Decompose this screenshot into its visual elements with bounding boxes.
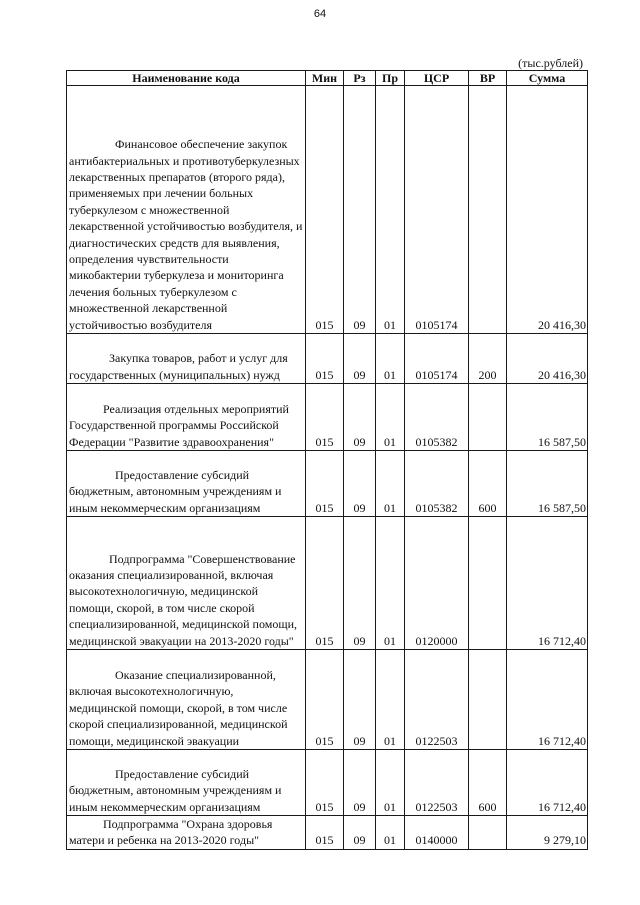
cell-pr: 01 (376, 86, 405, 334)
cell-sum: 16 587,50 (507, 384, 588, 451)
cell-csr: 0105174 (405, 334, 469, 384)
header-vr: ВР (469, 71, 507, 86)
cell-csr: 0122503 (405, 750, 469, 816)
cell-name: Предоставление субсидий бюджетным, автономным учреждениям и иным некоммерческим организациям (67, 750, 306, 816)
cell-vr (469, 816, 507, 850)
cell-rz: 09 (344, 517, 376, 650)
cell-csr: 0105174 (405, 86, 469, 334)
cell-sum: 20 416,30 (507, 86, 588, 334)
cell-csr: 0120000 (405, 517, 469, 650)
cell-vr (469, 517, 507, 650)
cell-pr: 01 (376, 750, 405, 816)
cell-min: 015 (306, 816, 344, 850)
budget-table (66, 70, 588, 850)
cell-vr: 600 (469, 750, 507, 816)
cell-rz: 09 (344, 750, 376, 816)
cell-name: Подпрограмма "Совершенствование оказания специализированной, включая высокотехнологичную, медицинской помощи, скорой, в том числе скорой специализированной, медицинской помощи, медицинской эвакуации на 2013-2020 годы" (67, 517, 306, 650)
cell-rz: 09 (344, 86, 376, 334)
cell-sum: 16 587,50 (507, 451, 588, 517)
cell-csr: 0105382 (405, 451, 469, 517)
cell-sum: 20 416,30 (507, 334, 588, 384)
cell-pr: 01 (376, 816, 405, 850)
cell-vr (469, 650, 507, 750)
cell-min: 015 (306, 517, 344, 650)
header-rz: Рз (344, 71, 376, 86)
cell-name: Финансовое обеспечение закупок антибактериальных и противотуберкулезных лекарственных препаратов (второго ряда), применяемых при лечении больных туберкулезом с множественной лекарственной устойчивостью возбудителя, и диагностических средств для выявления, определения чувствительности микобактерии туберкулеза и мониторинга лечения больных туберкулезом с множественной лекарственной устойчивостью возбудителя (67, 86, 306, 334)
header-sum: Сумма (507, 71, 588, 86)
cell-vr: 600 (469, 451, 507, 517)
table-row (67, 86, 588, 334)
cell-pr: 01 (376, 517, 405, 650)
cell-rz: 09 (344, 334, 376, 384)
table-row (67, 334, 588, 384)
cell-min: 015 (306, 750, 344, 816)
cell-name: Закупка товаров, работ и услуг для государственных (муниципальных) нужд (67, 334, 306, 384)
cell-csr: 0105382 (405, 384, 469, 451)
page-number: 64 (313, 8, 327, 20)
cell-sum: 9 279,10 (507, 816, 588, 850)
units-label: (тыс.рублей) (518, 56, 583, 70)
cell-name: Предоставление субсидий бюджетным, автономным учреждениям и иным некоммерческим организациям (67, 451, 306, 517)
header-name: Наименование кода (67, 71, 306, 86)
cell-rz: 09 (344, 451, 376, 517)
cell-pr: 01 (376, 451, 405, 517)
cell-name: Подпрограмма "Охрана здоровья матери и ребенка на 2013-2020 годы" (67, 816, 306, 850)
cell-rz: 09 (344, 816, 376, 850)
cell-min: 015 (306, 451, 344, 517)
cell-pr: 01 (376, 650, 405, 750)
table-row (67, 451, 588, 517)
table-row (67, 384, 588, 451)
header-csr: ЦСР (405, 71, 469, 86)
table-row (67, 650, 588, 750)
cell-vr (469, 384, 507, 451)
table-row (67, 750, 588, 816)
cell-min: 015 (306, 384, 344, 451)
cell-name: Реализация отдельных мероприятий Государственной программы Российской Федерации "Развитие здравоохранения" (67, 384, 306, 451)
table-row (67, 517, 588, 650)
cell-rz: 09 (344, 650, 376, 750)
cell-vr: 200 (469, 334, 507, 384)
cell-pr: 01 (376, 334, 405, 384)
header-pr: Пр (376, 71, 405, 86)
cell-sum: 16 712,40 (507, 650, 588, 750)
cell-min: 015 (306, 650, 344, 750)
cell-pr: 01 (376, 384, 405, 451)
cell-csr: 0122503 (405, 650, 469, 750)
cell-min: 015 (306, 86, 344, 334)
cell-sum: 16 712,40 (507, 750, 588, 816)
cell-sum: 16 712,40 (507, 517, 588, 650)
cell-min: 015 (306, 334, 344, 384)
header-min: Мин (306, 71, 344, 86)
cell-name: Оказание специализированной, включая высокотехнологичную, медицинской помощи, скорой, в том числе скорой специализированной, медицинской помощи, медицинской эвакуации (67, 650, 306, 750)
cell-csr: 0140000 (405, 816, 469, 850)
table-header-row (67, 71, 588, 86)
table-row (67, 816, 588, 850)
cell-vr (469, 86, 507, 334)
cell-rz: 09 (344, 384, 376, 451)
